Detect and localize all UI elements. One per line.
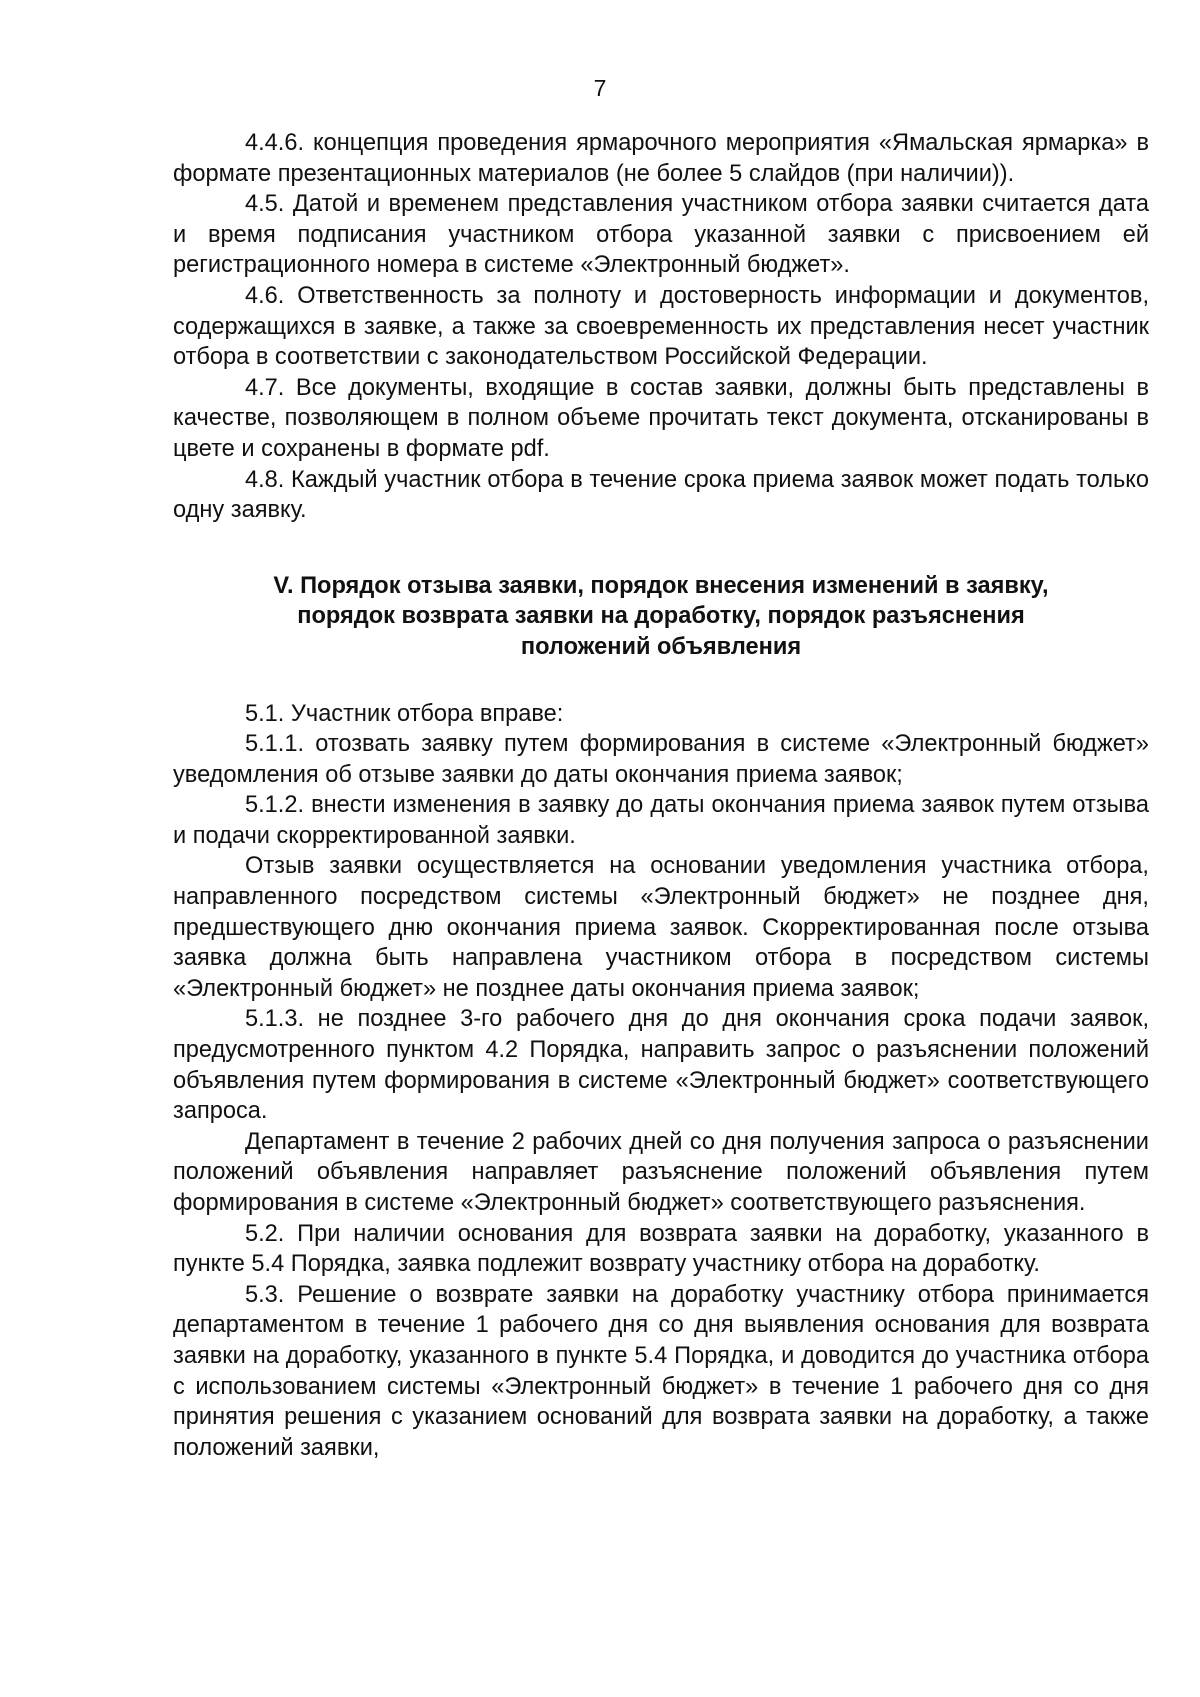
paragraph-5-2: 5.2. При наличии основания для возврата заявки на доработку, указанного в пункте 5.4 Порядка, заявка подлежит возврату участнику отбора на доработку.: [173, 1220, 1149, 1278]
paragraph-department: Департамент в течение 2 рабочих дней со дня получения запроса о разъяснении положений объявления направляет разъяснение положений объявления путем формирования в системе «Электронный бюджет» соответствующего разъяснения.: [173, 1128, 1149, 1216]
section-heading-line: V. Порядок отзыва заявки, порядок внесения изменений в заявку,: [273, 572, 1049, 599]
paragraph-5-1-1: 5.1.1. отозвать заявку путем формирования в системе «Электронный бюджет» уведомления об отзыве заявки до даты окончания приема заявок;: [173, 731, 1149, 788]
section-heading-line: порядок возврата заявки на доработку, порядок разъяснения: [297, 603, 1025, 630]
paragraph-withdrawal: Отзыв заявки осуществляется на основании уведомления участника отбора, направленного посредством системы «Электронный бюджет» не позднее дня, предшествующего дню окончания приема заявок. Скорректированная после отзыва заявка должна быть направлена участником отбора в посредством системы «Электронный бюджет» не позднее даты окончания приема заявок;: [173, 853, 1149, 1002]
paragraph-5-1-3: 5.1.3. не позднее 3-го рабочего дня до дня окончания срока подачи заявок, предусмотренного пунктом 4.2 Порядка, направить запрос о разъяснении положений объявления путем формирования в системе «Электронный бюджет» соответствующего запроса.: [173, 1006, 1149, 1125]
paragraph-4-5: 4.5. Датой и временем представления участником отбора заявки считается дата и время подписания участником отбора указанной заявки с присвоением ей регистрационного номера в системе «Электронный бюджет».: [173, 191, 1149, 279]
paragraph-4-7: 4.7. Все документы, входящие в состав заявки, должны быть представлены в качестве, позволяющем в полном объеме прочитать текст документа, отсканированы в цвете и сохранены в формате pdf.: [173, 374, 1149, 462]
document-body: [173, 128, 1149, 1463]
paragraph-4-4-6: 4.4.6. концепция проведения ярмарочного мероприятия «Ямальская ярмарка» в формате презентационных материалов (не более 5 слайдов (при наличии)).: [173, 130, 1149, 187]
section-heading-line: положений объявления: [520, 633, 802, 660]
section-heading: [173, 571, 1149, 663]
paragraph-4-6: 4.6. Ответственность за полноту и достоверность информации и документов, содержащихся в заявке, а также за своевременность их представления несет участник отбора в соответствии с законодательством Российской Федерации.: [173, 282, 1149, 371]
paragraph-5-1-2: 5.1.2. внести изменения в заявку до даты окончания приема заявок путем отзыва и подачи скорректированной заявки.: [173, 792, 1149, 849]
paragraph-5-1: 5.1. Участник отбора вправе:: [245, 700, 564, 727]
paragraph-4-8: 4.8. Каждый участник отбора в течение срока приема заявок может подать только одну заявку.: [173, 466, 1149, 524]
paragraph-5-3: 5.3. Решение о возврате заявки на доработку участнику отбора принимается департаментом в течение 1 рабочего дня со дня выявления основания для возврата заявки на доработку, указанного в пункте 5.4 Порядка, и доводится до участника отбора с использованием системы «Электронный бюджет» в течение 1 рабочего дня со дня принятия решения с указанием оснований для возврата заявки на доработку, а также положений заявки,: [173, 1281, 1149, 1461]
page-number: 7: [593, 75, 607, 101]
